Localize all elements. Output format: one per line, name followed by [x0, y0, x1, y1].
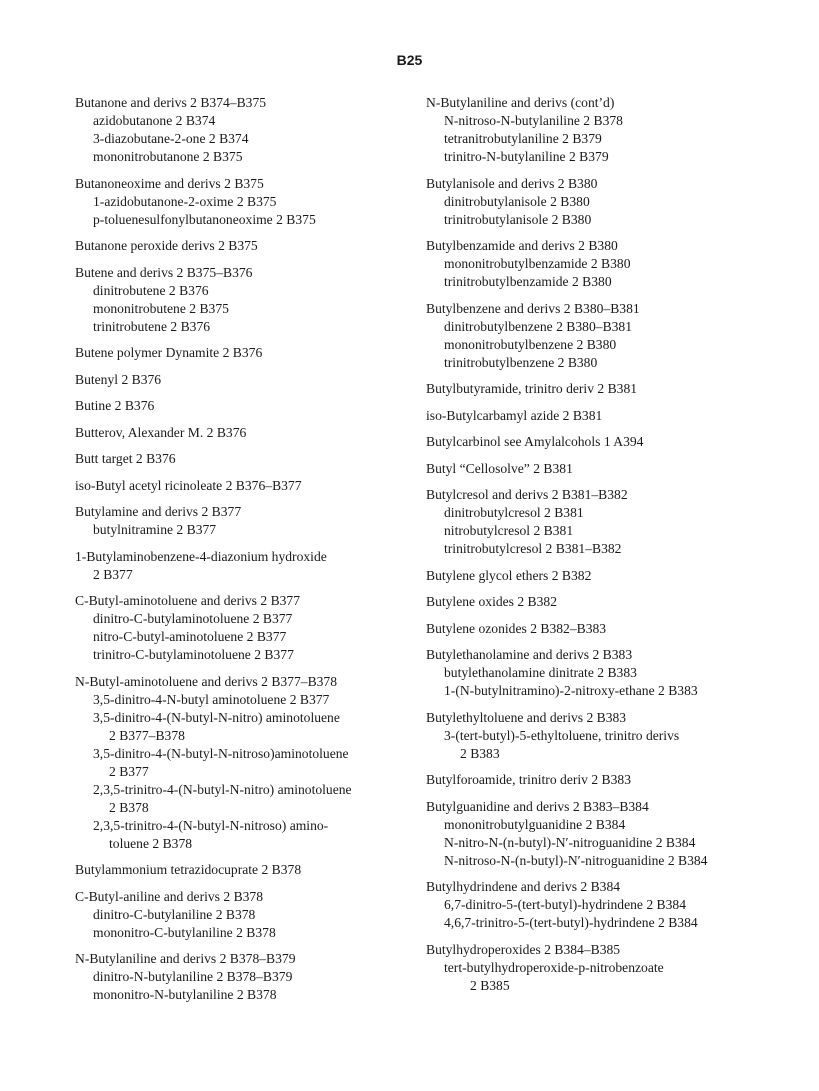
- entry-heading: Butylhydroperoxides 2 B384–B385: [426, 941, 621, 957]
- entry-heading: iso-Butyl acetyl ricinoleate 2 B376–B377: [75, 477, 302, 493]
- entry-subitem: dinitrobutylcresol 2 B381: [444, 505, 584, 520]
- index-entry: [75, 237, 405, 255]
- entry-subitem: mononitrobutylbenzamide 2 B380: [444, 256, 631, 271]
- index-entry: [75, 94, 405, 166]
- entry-heading: Butine 2 B376: [75, 398, 155, 413]
- index-entry: [75, 673, 405, 853]
- entry-subitem: 1-(N-butylnitramino)-2-nitroxy-ethane 2 B383: [444, 683, 698, 698]
- entry-subitem: dinitrobutylanisole 2 B380: [444, 193, 590, 209]
- entry-heading: N-Butylaniline and derivs 2 B378–B379: [75, 951, 296, 966]
- entry-subitem: trinitrobutylbenzene 2 B380: [444, 354, 598, 370]
- index-entry: [75, 503, 405, 539]
- entry-subitem: trinitrobutylbenzamide 2 B380: [444, 274, 612, 289]
- entry-subitem: trinitrobutylcresol 2 B381–B382: [444, 541, 622, 556]
- entry-heading: Butylene glycol ethers 2 B382: [426, 567, 592, 583]
- entry-subitem: butylnitramine 2 B377: [93, 522, 217, 537]
- entry-heading: Butylbenzamide and derivs 2 B380: [426, 238, 618, 253]
- index-entry: [426, 771, 786, 789]
- entry-subitem: 3-(tert-butyl)-5-ethyltoluene, trinitro derivs: [444, 727, 680, 743]
- entry-subitem: 4,6,7-trinitro-5-(tert-butyl)-hydrindene 2 B384: [444, 915, 698, 930]
- index-entry: [426, 878, 786, 932]
- entry-heading: N-Butyl-aminotoluene and derivs 2 B377–B378: [75, 673, 338, 689]
- index-entry: [426, 486, 786, 558]
- entry-subitem: tert-butylhydroperoxide-p-nitrobenzoate: [444, 959, 664, 975]
- entry-heading: Butene and derivs 2 B375–B376: [75, 264, 253, 280]
- index-entry: [75, 344, 405, 362]
- entry-heading: Butylforoamide, trinitro deriv 2 B383: [426, 772, 632, 787]
- entry-subitem: azidobutanone 2 B374: [93, 113, 216, 128]
- index-entry: [75, 264, 405, 336]
- entry-subitem: 3,5-dinitro-4-(N-butyl-N-nitroso)aminotoluene: [93, 745, 349, 761]
- entry-subitem: dinitro-C-butylaniline 2 B378: [93, 906, 256, 922]
- entry-heading: Butylbutyramide, trinitro deriv 2 B381: [426, 381, 638, 396]
- index-entry: [426, 593, 786, 611]
- index-entry: [75, 450, 405, 468]
- entry-subitem: trinitro-N-butylaniline 2 B379: [444, 149, 609, 164]
- entry-subitem: trinitrobutylanisole 2 B380: [444, 211, 592, 227]
- entry-heading: Butanone and derivs 2 B374–B375: [75, 95, 267, 110]
- index-entry: [75, 888, 405, 942]
- entry-subitem: dinitro-N-butylaniline 2 B378–B379: [93, 969, 293, 984]
- entry-subitem: mononitrobutylguanidine 2 B384: [444, 816, 626, 832]
- entry-subitem: toluene 2 B378: [109, 835, 193, 851]
- page-header: B25: [396, 52, 423, 68]
- index-entry: [426, 460, 786, 478]
- entry-heading: Butterov, Alexander M. 2 B376: [75, 424, 247, 440]
- index-entry: [426, 237, 786, 291]
- entry-heading: Butanoneoxime and derivs 2 B375: [75, 175, 264, 191]
- entry-heading: Butylethanolamine and derivs 2 B383: [426, 647, 633, 662]
- entry-heading: iso-Butylcarbamyl azide 2 B381: [426, 407, 603, 423]
- entry-subitem: 2 B378: [109, 799, 149, 815]
- entry-subitem: 3,5-dinitro-4-N-butyl aminotoluene 2 B377: [93, 691, 330, 707]
- entry-heading: Butt target 2 B376: [75, 451, 176, 466]
- entry-heading: N-Butylaniline and derivs (cont’d): [426, 95, 615, 110]
- index-entry: [426, 798, 786, 870]
- entry-heading: C-Butyl-aniline and derivs 2 B378: [75, 888, 264, 904]
- entry-subitem: tetranitrobutylaniline 2 B379: [444, 131, 602, 146]
- entry-heading: Butenyl 2 B376: [75, 371, 162, 387]
- entry-heading: C-Butyl-aminotoluene and derivs 2 B377: [75, 593, 301, 608]
- index-entry: [75, 371, 405, 389]
- entry-subitem: 1-azidobutanone-2-oxime 2 B375: [93, 193, 277, 209]
- index-entry: [426, 380, 786, 398]
- index-entry: [75, 548, 405, 584]
- index-entry: [75, 397, 405, 415]
- index-entry: [426, 94, 786, 166]
- entry-subitem: dinitrobutene 2 B376: [93, 282, 209, 298]
- index-entry: [426, 433, 786, 451]
- index-entry: [75, 861, 405, 879]
- index-entry: [75, 175, 405, 229]
- entry-heading: Butylamine and derivs 2 B377: [75, 504, 242, 519]
- index-entry: [426, 407, 786, 425]
- entry-subitem: dinitro-C-butylaminotoluene 2 B377: [93, 611, 293, 626]
- entry-subitem: mononitrobutene 2 B375: [93, 300, 229, 316]
- entry-subitem: dinitrobutylbenzene 2 B380–B381: [444, 318, 633, 334]
- entry-subitem: 2 B377–B378: [109, 727, 185, 743]
- entry-heading: Butylbenzene and derivs 2 B380–B381: [426, 300, 640, 316]
- index-column-right: [426, 94, 786, 1003]
- entry-heading: Butylcarbinol see Amylalcohols 1 A394: [426, 434, 644, 449]
- entry-subitem: N-nitro-N-(n-butyl)-N′-nitroguanidine 2 B384: [444, 834, 696, 850]
- entry-heading: 1-Butylaminobenzene-4-diazonium hydroxide: [75, 548, 327, 564]
- entry-subitem: 2 B385: [470, 977, 510, 993]
- entry-subitem: p-toluenesulfonylbutanoneoxime 2 B375: [93, 211, 316, 227]
- index-entry: [426, 646, 786, 700]
- entry-subitem: N-nitroso-N-(n-butyl)-N′-nitroguanidine 2 B384: [444, 852, 708, 868]
- entry-heading: Butylhydrindene and derivs 2 B384: [426, 879, 621, 894]
- entry-subitem: trinitro-C-butylaminotoluene 2 B377: [93, 647, 294, 662]
- entry-heading: Butylammonium tetrazidocuprate 2 B378: [75, 862, 302, 877]
- entry-subitem: mononitro-C-butylaniline 2 B378: [93, 924, 276, 940]
- entry-subitem: N-nitroso-N-butylaniline 2 B378: [444, 113, 623, 128]
- index-entry: [426, 941, 786, 995]
- entry-heading: Butylcresol and derivs 2 B381–B382: [426, 487, 628, 502]
- entry-heading: Butylanisole and derivs 2 B380: [426, 175, 598, 191]
- entry-heading: Butylethyltoluene and derivs 2 B383: [426, 709, 627, 725]
- index-entry: [75, 592, 405, 664]
- entry-subitem: butylethanolamine dinitrate 2 B383: [444, 665, 637, 680]
- index-entry: [75, 424, 405, 442]
- index-entry: [426, 620, 786, 638]
- entry-subitem: trinitrobutene 2 B376: [93, 318, 211, 334]
- entry-subitem: nitrobutylcresol 2 B381: [444, 523, 574, 538]
- index-entry: [426, 709, 786, 763]
- entry-subitem: 2 B377: [109, 763, 149, 779]
- index-entry: [75, 950, 405, 1004]
- index-entry: [75, 477, 405, 495]
- index-entry: [426, 300, 786, 372]
- index-entry: [426, 567, 786, 585]
- entry-subitem: 2 B383: [460, 745, 500, 761]
- entry-subitem: 2 B377: [93, 566, 133, 582]
- entry-subitem: 2,3,5-trinitro-4-(N-butyl-N-nitro) aminotoluene: [93, 781, 352, 797]
- entry-subitem: 2,3,5-trinitro-4-(N-butyl-N-nitroso) amino-: [93, 817, 329, 833]
- entry-subitem: mononitro-N-butylaniline 2 B378: [93, 987, 277, 1002]
- entry-heading: Butene polymer Dynamite 2 B376: [75, 345, 263, 360]
- entry-subitem: mononitrobutanone 2 B375: [93, 149, 243, 164]
- entry-subitem: mononitrobutylbenzene 2 B380: [444, 336, 617, 352]
- entry-heading: Butylene ozonides 2 B382–B383: [426, 620, 607, 636]
- entry-heading: Butanone peroxide derivs 2 B375: [75, 238, 258, 253]
- entry-subitem: nitro-C-butyl-aminotoluene 2 B377: [93, 629, 287, 644]
- entry-subitem: 6,7-dinitro-5-(tert-butyl)-hydrindene 2 B384: [444, 897, 686, 912]
- entry-subitem: 3,5-dinitro-4-(N-butyl-N-nitro) aminotoluene: [93, 709, 340, 725]
- index-entry: [426, 175, 786, 229]
- entry-subitem: 3-diazobutane-2-one 2 B374: [93, 131, 249, 146]
- index-column-left: [75, 94, 405, 1013]
- entry-heading: Butylguanidine and derivs 2 B383–B384: [426, 798, 649, 814]
- entry-heading: Butylene oxides 2 B382: [426, 594, 558, 609]
- entry-heading: Butyl “Cellosolve” 2 B381: [426, 460, 573, 476]
